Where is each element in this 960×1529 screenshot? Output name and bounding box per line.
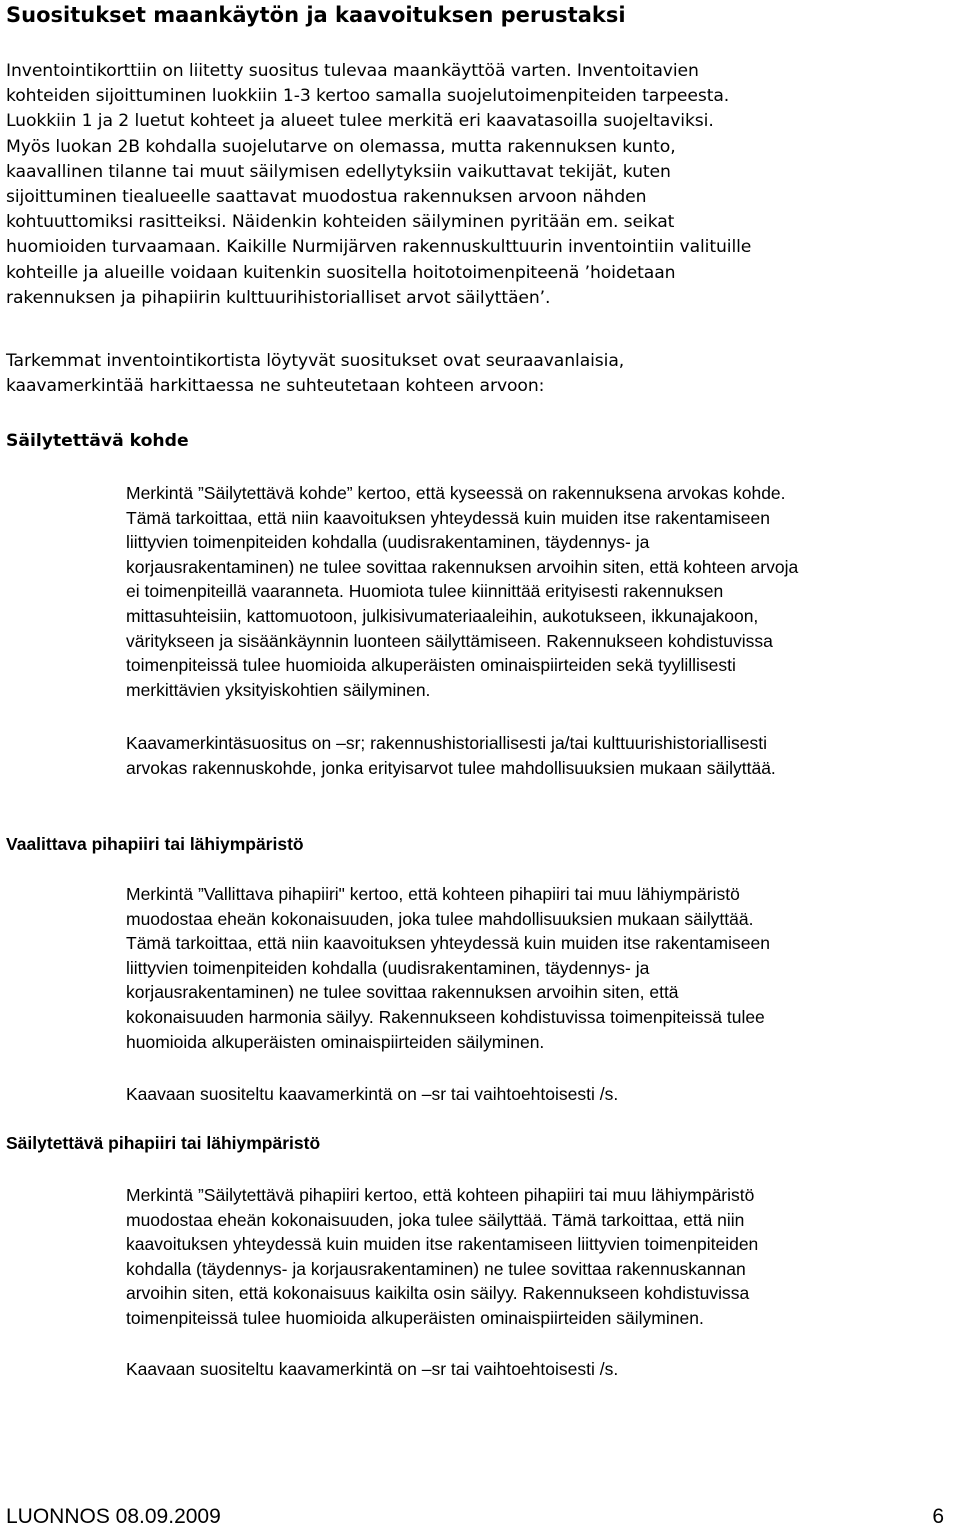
section-heading-sailytettava-kohde: Säilytettävä kohde [6, 431, 189, 451]
section1-line: ei toimenpiteillä vaaranneta. Huomiota tulee kiinnittää erityisesti rakennuksen [126, 581, 724, 602]
intro-line: kohteiden sijoittuminen luokkiin 1-3 kertoo samalla suojelutoimenpiteiden tarpeesta. [6, 86, 730, 107]
intro-line: huomioiden turvaamaan. Kaikille Nurmijärven rakennuskulttuurin inventointiin valituille [6, 237, 752, 258]
section3-line: muodostaa eheän kokonaisuuden, joka tulee säilyttää. Tämä tarkoittaa, että niin [126, 1209, 745, 1230]
section3-note: Kaavaan suositeltu kaavamerkintä on –sr tai vaihtoehtoisesti /s. [126, 1359, 619, 1379]
section3-line: toimenpiteissä tulee huomioida alkuperäisten ominaispiirteiden säilyminen. [126, 1307, 704, 1328]
section2-line: huomioida alkuperäisten ominaispiirteiden säilyminen. [126, 1031, 545, 1052]
intro-line: Inventointikorttiin on liitetty suositus tulevaa maankäyttöä varten. Inventoitavien [6, 61, 699, 81]
lead-paragraph [6, 349, 960, 399]
section2-line: Tämä tarkoittaa, että niin kaavoituksen yhteydessä kuin muiden itse rakentamiseen [126, 933, 770, 954]
footer-draft-date: LUONNOS 08.09.2009 [6, 1505, 221, 1528]
section1-note-line: Kaavamerkintäsuositus on –sr; rakennushistoriallisesti ja/tai kulttuurishistoriallisesti [126, 733, 767, 753]
section2-line: muodostaa eheän kokonaisuuden, joka tulee mahdollisuuksien mukaan säilyttää. [126, 908, 754, 929]
section2-body [126, 882, 960, 1054]
section1-note-line: arvokas rakennuskohde, jonka erityisarvot tulee mahdollisuuksien mukaan säilyttää. [126, 757, 776, 778]
intro-line: rakennuksen ja pihapiirin kulttuurihistorialliset arvot säilyttäen’. [6, 287, 551, 308]
lead-line: Tarkemmat inventointikortista löytyvät suositukset ovat seuraavanlaisia, [6, 351, 625, 371]
section1-line: Tämä tarkoittaa, että niin kaavoituksen yhteydessä kuin muiden itse rakentamiseen [126, 507, 770, 528]
section2-line: kokonaisuuden harmonia säilyy. Rakennukseen kohdistuvissa toimenpiteissä tulee [126, 1006, 765, 1027]
section1-line: toimenpiteissä tulee huomioida alkuperäisten ominaispiirteiden sekä tyylillisesti [126, 655, 736, 676]
section1-line: väritykseen ja sisäänkäynnin luonteen säilyttämiseen. Rakennukseen kohdistuvissa [126, 630, 773, 651]
intro-line: Myös luokan 2B kohdalla suojelutarve on olemassa, mutta rakennuksen kunto, [6, 136, 676, 157]
section-heading-vaalittava-pihapiiri: Vaalittava pihapiiri tai lähiympäristö [6, 834, 304, 854]
intro-line: kaavallinen tilanne tai muut säilymisen edellytyksiin vaikuttavat tekijät, kuten [6, 161, 671, 182]
section2-line: liittyvien toimenpiteiden kohdalla (uudisrakentaminen, täydennys- ja [126, 957, 650, 978]
intro-line: kohteille ja alueille voidaan kuitenkin suositella hoitotoimenpiteenä ’hoidetaan [6, 262, 676, 283]
intro-line: Luokkiin 1 ja 2 luetut kohteet ja alueet tulee merkitä eri kaavatasoilla suojeltaviksi. [6, 111, 714, 132]
lead-line: kaavamerkintää harkittaessa ne suhteutetaan kohteen arvoon: [6, 376, 545, 397]
intro-paragraph [6, 59, 960, 311]
section3-line: arvoihin siten, että kokonaisuus kaikilta osin säilyy. Rakennukseen kohdistuvissa [126, 1283, 750, 1304]
section3-line: kaavoituksen yhteydessä kuin muiden itse rakentamiseen liittyvien toimenpiteiden [126, 1234, 759, 1255]
section1-line: korjausrakentaminen) ne tulee sovittaa rakennuksen arvoihin siten, että kohteen arvoja [126, 556, 799, 577]
page-number: 6 [932, 1505, 944, 1528]
section1-body [126, 481, 960, 702]
section1-line: merkittävien yksityiskohtien säilyminen. [126, 679, 431, 700]
section-heading-sailytettava-pihapiiri: Säilytettävä pihapiiri tai lähiympäristö [6, 1133, 321, 1153]
section3-body [126, 1183, 960, 1331]
section3-line: Merkintä ”Säilytettävä pihapiiri kertoo, että kohteen pihapiiri tai muu lähiympäristö [126, 1185, 755, 1205]
section1-line: mittasuhteisiin, kattomuotoon, julkisivumateriaaleihin, aukotukseen, ikkunajakoon, [126, 605, 759, 626]
section1-note [126, 731, 960, 780]
section3-line: kohdalla (täydennys- ja korjausrakentaminen) ne tulee sovittaa rakennuskannan [126, 1258, 746, 1279]
section1-line: liittyvien toimenpiteiden kohdalla (uudisrakentaminen, täydennys- ja [126, 532, 650, 553]
page-title: Suositukset maankäytön ja kaavoituksen perustaksi [6, 3, 626, 27]
section2-line: Merkintä ”Vallittava pihapiiri" kertoo, että kohteen pihapiiri tai muu lähiympäristö [126, 884, 740, 904]
section2-line: korjausrakentaminen) ne tulee sovittaa rakennuksen arvoihin siten, että [126, 982, 679, 1003]
intro-line: kohtuuttomiksi rasitteiksi. Näidenkin kohteiden säilyminen pyritään em. seikat [6, 212, 675, 233]
intro-line: sijoittuminen tiealueelle saattavat muodostua rakennuksen arvoon nähden [6, 187, 647, 208]
section2-note: Kaavaan suositeltu kaavamerkintä on –sr tai vaihtoehtoisesti /s. [126, 1084, 619, 1104]
section1-line: Merkintä ”Säilytettävä kohde” kertoo, että kyseessä on rakennuksena arvokas kohde. [126, 483, 786, 503]
